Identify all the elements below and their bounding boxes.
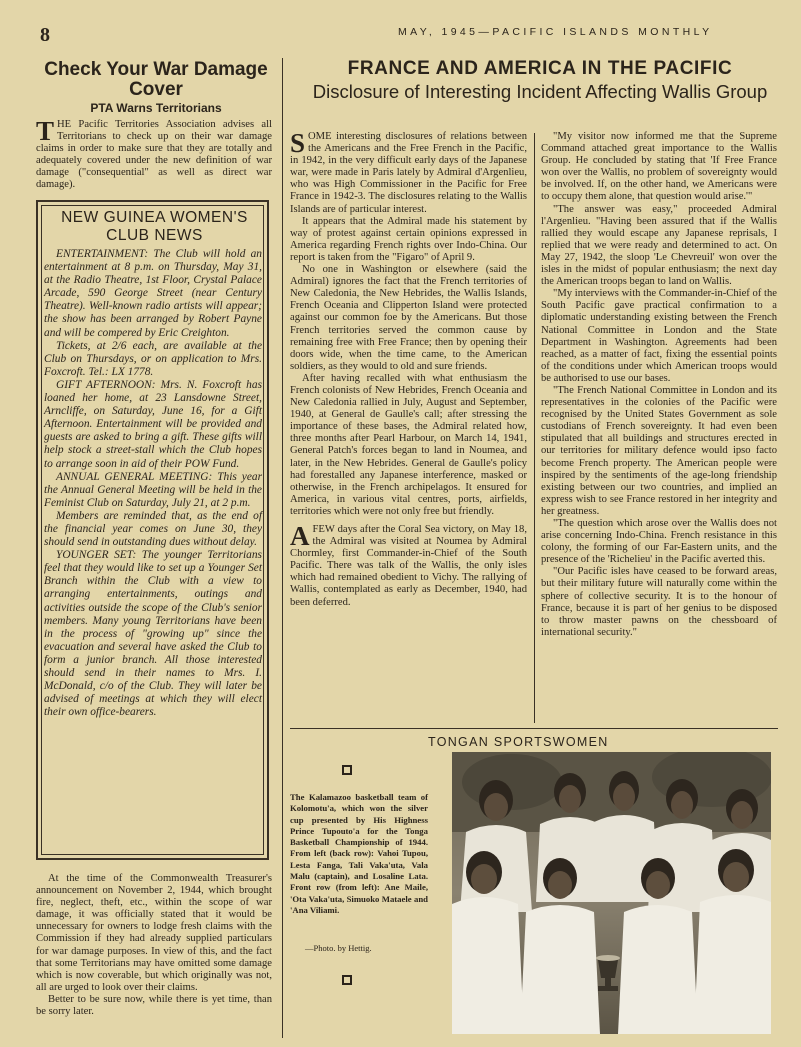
tongan-section-title: TONGAN SPORTSWOMEN (428, 735, 609, 749)
paragraph: "My visitor now informed me that the Supreme Command attached great importance to the Wallis Group. He concluded by stating that 'If Free France won over the Wallis, no problem of sovereignty would be involved. If, on the other hand, we Americans were to occupy them alone, that question would arise.'" (541, 131, 777, 203)
club-paragraph: ANNUAL GENERAL MEETING: This year the Annual General Meeting will be held in the Feminist Club on Saturday, July 21, at 2 p.m. (44, 470, 262, 509)
photo-caption: The Kalamazoo basketball team of Kolomotu'a, which won the silver cup presented by His Highness Prince Tupouto'a for the Tonga Basketball Championship of 1944. From left (back row): Vahoi Tupou, Lesta Fanga, Tali Vaka'uta, Vala Malu (captain), and Losaline Lata. Front row (from left): Ane Maile, 'Ota Vaka'uta, Simuoko Mataele and 'Ana Viliami. (290, 792, 428, 915)
masthead: MAY, 1945—PACIFIC ISLANDS MONTHLY (398, 26, 713, 38)
paragraph: It appears that the Admiral made his statement by way of protest against certain opinions expressed in America regarding French rights over Indo-China. Our report is taken from the "Figaro" of April 9. (290, 215, 527, 263)
club-paragraph: Tickets, at 2/6 each, are available at the Club on Thursdays, or on application to Mrs. Foxcroft. Tel.: LX 1778. (44, 339, 262, 378)
drop-cap: A (290, 521, 310, 551)
square-ornament-icon (342, 975, 352, 985)
left-article-continued (36, 873, 272, 1018)
paragraph: After having recalled with what enthusiasm the French colonists of New Hebrides, French Oceania and New Caledonia rallied in July, August and September, 1940, at General de Gaulle's call; after stressing the importance of these bases, the Admiral related how, three months after Pearl Harbour, on March 14, 1941, General Patch's forces began to land in Noumea, and later, in the New Hebrides. General de Gaulle's policy had forestalled any Japanese interference, masked or otherwise, in the French archipelagos. It ensured for America, in various vital centres, ports, airfields, territories which were not only free but friendly. (290, 372, 527, 517)
club-paragraph: ENTERTAINMENT: The Club will hold an entertainment at 8 p.m. on Thursday, May 31, at the Radio Theatre, 1st Floor, Crystal Palace Arcade, 590 George Street (near Century Theatre). Well-known radio artists will appear; the show has been arranged by Robert Payne and will be compered by Eric Creighton. (44, 248, 262, 339)
paragraph: FEW days after the Coral Sea victory, on May 18, the Admiral was visited at Noumea by Admiral Chormley, first Commander-in-Chief of the South Pacific. There was talk of the Wallis, the only isles which had remained obedient to Vichy. The rallying of Wallis, contemplated as early as December, 1940, had been deferred. (290, 524, 527, 608)
photo-credit: —Photo. by Hettig. (305, 943, 372, 953)
club-paragraph: GIFT AFTERNOON: Mrs. N. Foxcroft has loaned her home, at 23 Lansdowne Street, Arncliffe, on Saturday, June 16, for a Gift Afternoon. Entertainment will be provided and guests are asked to bring a gift. These gifts will help stock a street-stall which the Club hopes to arrange soon in aid of their POW Fund. (44, 378, 262, 470)
section-rule (290, 728, 778, 729)
team-photo (452, 752, 771, 1034)
left-article-subtitle: PTA Warns Territorians (90, 101, 222, 115)
left-article-intro (36, 116, 272, 192)
drop-cap: S (290, 128, 306, 158)
paragraph: "The answer was easy," proceeded Admiral l'Argenlieu. "Having been assured that if the Wallis rallied they would escape any Japanese reprisals, I replied that we were ready and determined to act. On May 27, 1942, the sloop 'Le Chevreuil' won over the isles in the midst of popular enthusiasm; the next day the American troops began to land on Wallis. (541, 203, 777, 288)
paragraph: "The question which arose over the Wallis does not arise concerning Indo-China. French resistance in this colony, the forming of our Far-Eastern units, and the presence of the 'Richelieu' in the Pacific averted this. (541, 518, 777, 566)
paragraph: "My interviews with the Commander-in-Chief of the South Pacific gave practical confirmation to a diplomatic understanding existing between the French National Committee in London and the State Department in Washington. Agreements had been reached, as a matter of fact, fixing the essential points of the conditions under which American troops would be authorised to use our bases. (541, 288, 777, 384)
intro-text: HE Pacific Territories Association advises all Territorians to check up on their war damage claims in order to make sure that they are totally and adequately covered under the new definition of war damage ("consequential" as well as direct war damage). (36, 119, 272, 191)
club-news-body (44, 248, 262, 719)
right-article-subtitle: Disclosure of Interesting Incident Affecting Wallis Group (312, 81, 768, 102)
right-article-title: FRANCE AND AMERICA IN THE PACIFIC (347, 58, 733, 79)
column-divider (534, 133, 535, 723)
paragraph: "The French National Committee in London and its representatives in the colonies of the Pacific were recognised by the United States Government as sole custodians of French sovereignty. It had even been stipulated that all buildings and structures erected in our territories for military defence would ipso facto become French property. The American people were inspired by the sentiments of the age-long friendship existing between our two countries, and implied an express wish to see France restored in her integrity and her greatness. (541, 384, 777, 517)
drop-cap: T (36, 116, 55, 146)
club-paragraph: Members are reminded that, as the end of the financial year comes on June 30, they should send in outstanding dues without delay. (44, 509, 262, 549)
paragraph: At the time of the Commonwealth Treasurer's announcement on November 2, 1944, which brought fire, neglect, theft, etc., within the scope of war damage, it was officially stated that it would be unnecessary for owners to lodge fresh claims with the Commission if they had already supplied particulars for war damage purposes. In view of this, and the fact that some Territorians may have omitted some damage which is now coverable, but which originally was not, all are urged to look over their claims. (36, 873, 272, 993)
paragraph: No one in Washington or elsewhere (said the Admiral) ignores the fact that the French territories of New Caledonia, the New Hebrides, the Wallis Islands, French Oceania and Clipperton Island were protected against our common foe by the Americans. But those French territories served the common cause by remaining free with Free France; then by opening their doors wide, when the time came, to the American soldiers, as they would to old and sure friends. (290, 264, 527, 372)
left-article-title: Check Your War Damage Cover (44, 59, 268, 100)
column-divider (282, 58, 283, 1038)
article-column-b (541, 131, 777, 639)
paragraph: OME interesting disclosures of relations between the Americans and the Free French in the Pacific, in 1942, in the very difficult early days of the Japanese war, were made in Paris lately by Admiral d'Argenlieu, who was High Commissioner in the Pacific for Free France in 1942-3. The disclosures relating to the Wallis Islands are of particular interest. (290, 131, 527, 215)
paragraph: Better to be sure now, while there is yet time, than be sorry later. (36, 993, 272, 1018)
club-news-title: NEW GUINEA WOMEN'S CLUB NEWS (61, 209, 248, 244)
article-column-a (290, 128, 527, 609)
square-ornament-icon (342, 765, 352, 775)
page-number: 8 (40, 24, 50, 46)
paragraph: "Our Pacific isles have ceased to be forward areas, but their military future will naturally come within the sphere of collective security. It is to the honour of France, because it is part of her genius to be disposed to throw master pawns on the chessboard of international security." (541, 566, 777, 638)
club-paragraph: YOUNGER SET: The younger Territorians feel that they would like to set up a Younger Set Branch within the Club with a view to arranging entertainments, outings and activities outside the scope of the Club's senior members. Many young Territorians have been in the process of "growing up" since the evacuation and several have asked the Club to form a junior branch. All those interested should send in their names to Mrs. I. McDonald, c/o of the Club. They will later be advised of meetings at which they will elect their own office-bearers. (44, 549, 262, 719)
